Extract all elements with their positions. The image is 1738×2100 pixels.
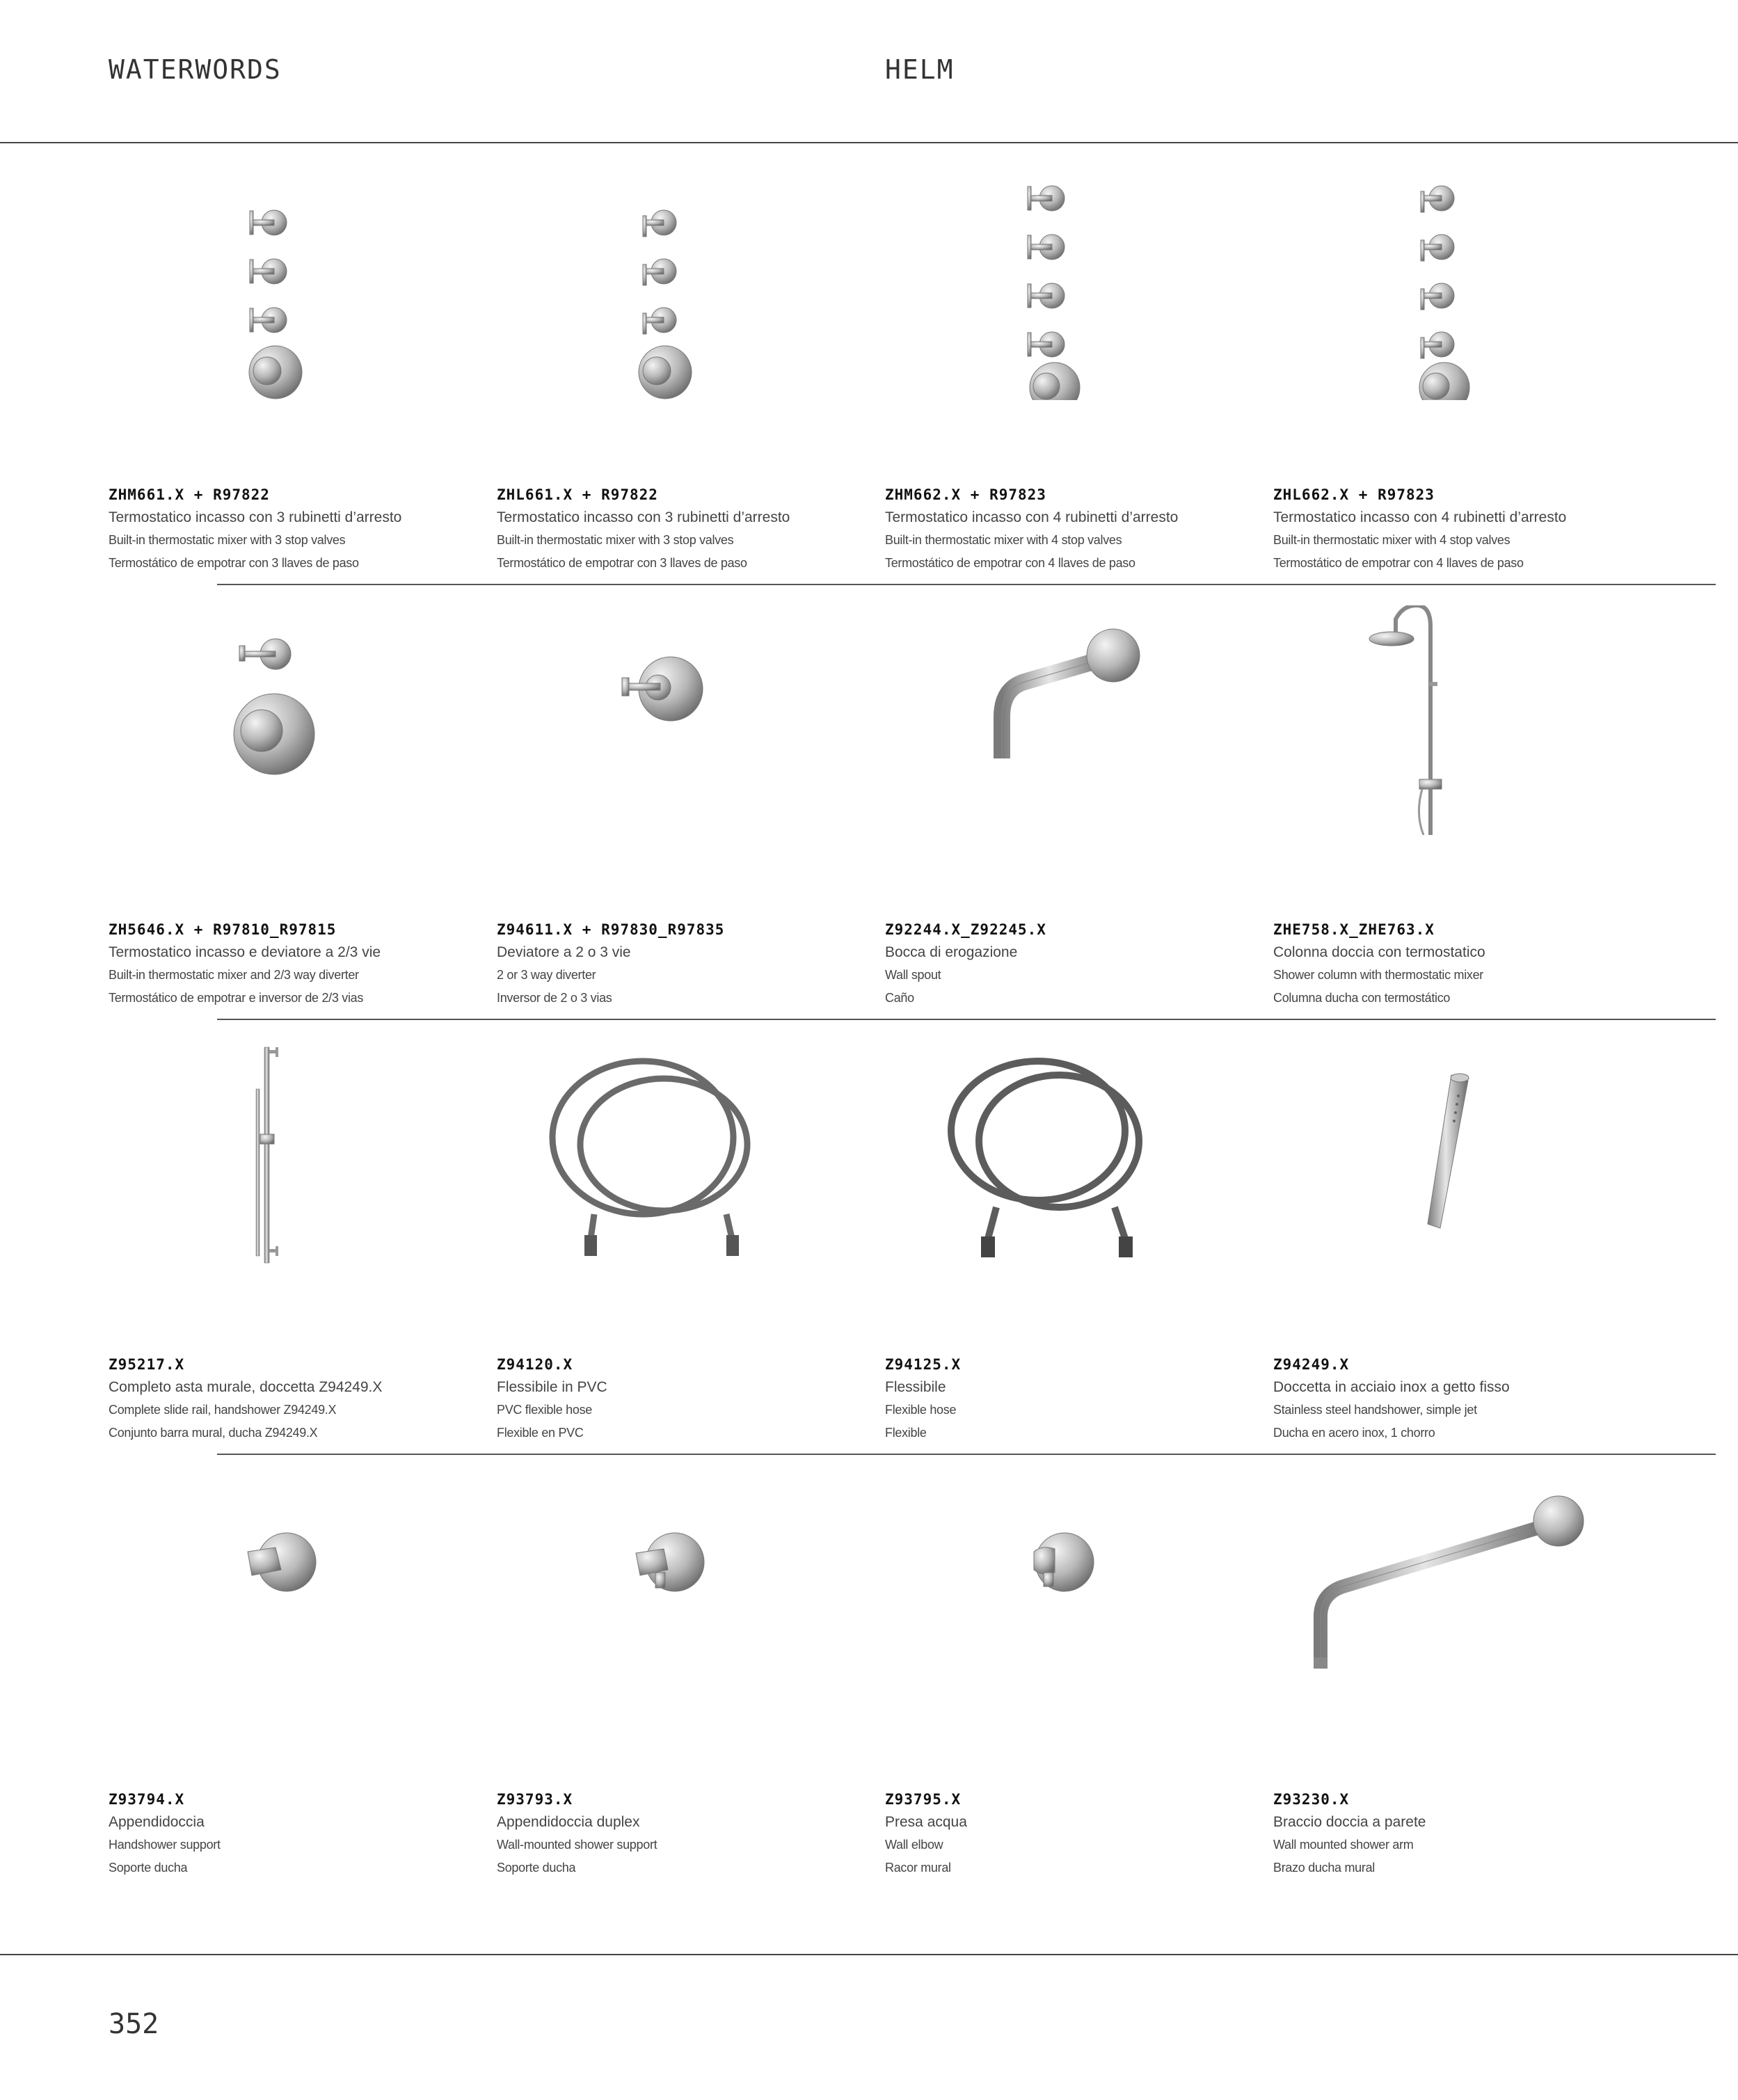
product-code: Z93795.X (885, 1791, 962, 1808)
description-it: Deviatore a 2 o 3 vie (497, 944, 631, 960)
description-it: Appendidoccia duplex (497, 1814, 640, 1830)
description-es: Termostático de empotrar con 4 llaves de paso (1273, 556, 1524, 570)
description-en: Wall elbow (885, 1838, 943, 1852)
product-code: ZHL662.X + R97823 (1273, 486, 1435, 503)
valves-3-lever-icon (497, 170, 817, 400)
description-it: Doccetta in acciaio inox a getto fisso (1273, 1379, 1510, 1395)
description-es: Flexible en PVC (497, 1426, 584, 1440)
description-es: Ducha en acero inox, 1 chorro (1273, 1426, 1435, 1440)
description-es: Termostático de empotrar con 4 llaves de paso (885, 556, 1135, 570)
description-it: Braccio doccia a parete (1273, 1814, 1426, 1830)
product-card[interactable] (885, 143, 1273, 578)
product-card[interactable] (885, 1447, 1273, 1882)
product-code: Z93793.X (497, 1791, 573, 1808)
duplex-support-icon (497, 1475, 817, 1705)
description-es: Inversor de 2 o 3 vias (497, 991, 612, 1005)
description-en: 2 or 3 way diverter (497, 968, 596, 982)
product-code: ZH5646.X + R97810_R97815 (109, 921, 337, 938)
product-card[interactable] (1273, 143, 1661, 578)
product-row (109, 1012, 1661, 1447)
shower-column-icon (1273, 605, 1593, 835)
description-it: Completo asta murale, doccetta Z94249.X (109, 1379, 383, 1395)
product-card[interactable] (885, 1012, 1273, 1447)
thermostatic-diverter-icon (109, 605, 429, 835)
product-code: Z94125.X (885, 1356, 962, 1373)
description-it: Colonna doccia con termostatico (1273, 944, 1485, 960)
wall-spout-icon (885, 605, 1205, 835)
description-it: Termostatico incasso con 3 rubinetti d’arresto (497, 509, 790, 525)
description-en: Built-in thermostatic mixer with 3 stop valves (497, 533, 734, 547)
description-it: Presa acqua (885, 1814, 967, 1830)
collection-name: HELM (885, 54, 955, 85)
product-code: ZHM662.X + R97823 (885, 486, 1046, 503)
product-row (109, 578, 1661, 1012)
slide-rail-icon (109, 1040, 429, 1270)
product-row (109, 1447, 1661, 1882)
description-es: Racor mural (885, 1861, 951, 1875)
product-code: ZHE758.X_ZHE763.X (1273, 921, 1435, 938)
product-code: Z92244.X_Z92245.X (885, 921, 1046, 938)
product-row (109, 143, 1661, 578)
product-code: Z94120.X (497, 1356, 573, 1373)
product-code: ZHM661.X + R97822 (109, 486, 270, 503)
flexible-hose-icon (885, 1040, 1205, 1270)
product-card[interactable] (109, 1447, 497, 1882)
product-code: Z95217.X (109, 1356, 185, 1373)
brand-name: WATERWORDS (109, 54, 282, 85)
valves-4-cross-icon (885, 170, 1205, 400)
product-card[interactable] (1273, 1447, 1661, 1882)
description-en: Flexible hose (885, 1403, 957, 1417)
description-en: Wall-mounted shower support (497, 1838, 657, 1852)
description-en: Handshower support (109, 1838, 221, 1852)
description-en: Wall spout (885, 968, 941, 982)
description-it: Termostatico incasso con 4 rubinetti d’arresto (1273, 509, 1567, 525)
product-code: Z94249.X (1273, 1356, 1350, 1373)
description-es: Termostático de empotrar con 3 llaves de paso (497, 556, 747, 570)
valves-3-cross-icon (109, 170, 429, 400)
description-en: Wall mounted shower arm (1273, 1838, 1414, 1852)
diverter-icon (497, 605, 817, 835)
product-card[interactable] (109, 143, 497, 578)
product-code: Z94611.X + R97830_R97835 (497, 921, 725, 938)
description-en: Stainless steel handshower, simple jet (1273, 1403, 1477, 1417)
page-number: 352 (109, 2008, 159, 2040)
description-it: Termostatico incasso con 4 rubinetti d’arresto (885, 509, 1179, 525)
product-card[interactable] (109, 1012, 497, 1447)
description-es: Flexible (885, 1426, 927, 1440)
description-it: Appendidoccia (109, 1814, 205, 1830)
description-es: Columna ducha con termostático (1273, 991, 1451, 1005)
description-es: Termostático de empotrar e inversor de 2/3 vias (109, 991, 364, 1005)
product-card[interactable] (497, 1447, 885, 1882)
description-it: Flessibile (885, 1379, 946, 1395)
description-it: Termostatico incasso con 3 rubinetti d’arresto (109, 509, 402, 525)
product-grid (109, 143, 1661, 1882)
handshower-icon (1273, 1040, 1593, 1270)
shower-arm-icon (1273, 1475, 1635, 1705)
description-en: Complete slide rail, handshower Z94249.X (109, 1403, 337, 1417)
pvc-hose-icon (497, 1040, 817, 1270)
description-es: Conjunto barra mural, ducha Z94249.X (109, 1426, 318, 1440)
description-en: Built-in thermostatic mixer and 2/3 way diverter (109, 968, 359, 982)
product-card[interactable] (497, 578, 885, 1012)
description-it: Bocca di erogazione (885, 944, 1018, 960)
description-es: Soporte ducha (497, 1861, 576, 1875)
description-it: Flessibile in PVC (497, 1379, 607, 1395)
product-card[interactable] (497, 1012, 885, 1447)
description-en: Built-in thermostatic mixer with 4 stop valves (1273, 533, 1510, 547)
wall-elbow-icon (885, 1475, 1205, 1705)
product-code: ZHL661.X + R97822 (497, 486, 658, 503)
description-en: Built-in thermostatic mixer with 3 stop valves (109, 533, 346, 547)
product-code: Z93230.X (1273, 1791, 1350, 1808)
product-code: Z93794.X (109, 1791, 185, 1808)
description-es: Brazo ducha mural (1273, 1861, 1375, 1875)
description-es: Soporte ducha (109, 1861, 188, 1875)
product-card[interactable] (497, 143, 885, 578)
description-en: Shower column with thermostatic mixer (1273, 968, 1484, 982)
description-en: Built-in thermostatic mixer with 4 stop valves (885, 533, 1122, 547)
description-es: Termostático de empotrar con 3 llaves de paso (109, 556, 359, 570)
description-en: PVC flexible hose (497, 1403, 592, 1417)
product-card[interactable] (109, 578, 497, 1012)
footer-divider (0, 1954, 1738, 1955)
description-it: Termostatico incasso e deviatore a 2/3 vie (109, 944, 381, 960)
product-card[interactable] (1273, 578, 1661, 1012)
product-card[interactable] (1273, 1012, 1661, 1447)
handshower-support-icon (109, 1475, 429, 1705)
product-card[interactable] (885, 578, 1273, 1012)
description-es: Caño (885, 991, 914, 1005)
valves-4-lever-icon (1273, 170, 1593, 400)
